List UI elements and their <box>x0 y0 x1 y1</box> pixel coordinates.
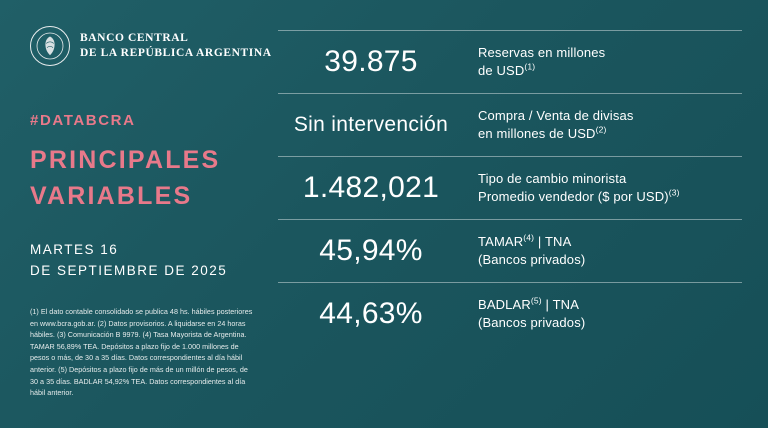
variable-label-line-1: TAMAR$^{(4)}$ | TNA <box>478 232 572 249</box>
footnote-marker: (4) <box>523 232 535 243</box>
page-title <box>30 143 256 214</box>
variable-label-line-2: (Bancos privados) <box>478 252 586 267</box>
date-line-1: MARTES 16 <box>30 242 119 257</box>
table-row <box>278 30 742 94</box>
variable-value: 45,94% <box>319 234 423 267</box>
variable-label <box>464 44 605 81</box>
variable-label-line-2: Promedio vendedor ($ por USD)$^{(3)}$ <box>478 187 680 204</box>
variable-label-line-1: BADLAR$^{(5)}$ | TNA <box>478 295 580 312</box>
table-row <box>278 94 742 157</box>
variable-label-line-1: Reservas en millones <box>478 44 606 60</box>
footnote-marker: (1) <box>524 61 536 72</box>
variable-value: 44,63% <box>319 297 423 330</box>
variable-value: 39.875 <box>324 45 418 78</box>
variable-label-line-1: Tipo de cambio minorista <box>478 170 627 186</box>
brand-logo <box>30 26 272 66</box>
variables-list <box>278 30 742 406</box>
page-title-line-1: PRINCIPALES <box>30 146 221 174</box>
variable-value: Sin intervención <box>293 113 449 136</box>
publication-date <box>30 240 256 282</box>
brand-line-1: BANCO CENTRAL <box>80 32 189 45</box>
bcra-seal-icon <box>30 26 70 66</box>
variable-label-line-2: (Bancos privados) <box>478 315 586 330</box>
variable-label <box>464 296 585 333</box>
left-panel <box>0 0 278 428</box>
table-row <box>278 283 742 345</box>
page-title-line-2: VARIABLES <box>30 181 193 210</box>
right-panel <box>278 0 768 428</box>
variable-value: 1.482,021 <box>302 171 440 204</box>
footnote-marker: (5) <box>530 295 542 306</box>
variable-label <box>464 233 585 270</box>
footnotes: (1) El dato contable consolidado se publica 48 hs. hábiles posteriores en www.bcra.gob.ar. (2) Datos provisorios. A liquidarse en 24 horas hábiles. (3) Comunicación B 9979. (4) Tasa Mayorista de Argentina. TAMAR 56,89% TEA. Depósitos a plazo fijo de 1.000 millones de pesos o más, de 30 a 35 días. Datos correspondientes al día hábil anterior. (5) Depósitos a plazo fijo de más de un millón de pesos, de 30 a 35 días. BADLAR 54,92% TEA. Datos correspondientes al día hábil anterior. <box>30 306 253 398</box>
brand-wordmark <box>80 31 272 60</box>
date-line-2: DE SEPTIEMBRE DE 2025 <box>30 262 228 278</box>
footnote-marker: (2) <box>595 124 607 135</box>
hashtag: #DATABCRA <box>30 112 136 129</box>
variable-label-line-1: Compra / Venta de divisas <box>478 107 634 123</box>
variable-label-line-2: en millones de USD$^{(2)}$ <box>478 124 607 141</box>
variable-label-line-2: de USD$^{(1)}$ <box>478 61 536 78</box>
footnote-marker: (3) <box>668 187 680 198</box>
variable-label <box>464 170 680 207</box>
variable-label <box>464 107 634 144</box>
brand-line-2: DE LA REPÚBLICA ARGENTINA <box>80 47 272 59</box>
table-row <box>278 157 742 220</box>
table-row <box>278 220 742 283</box>
